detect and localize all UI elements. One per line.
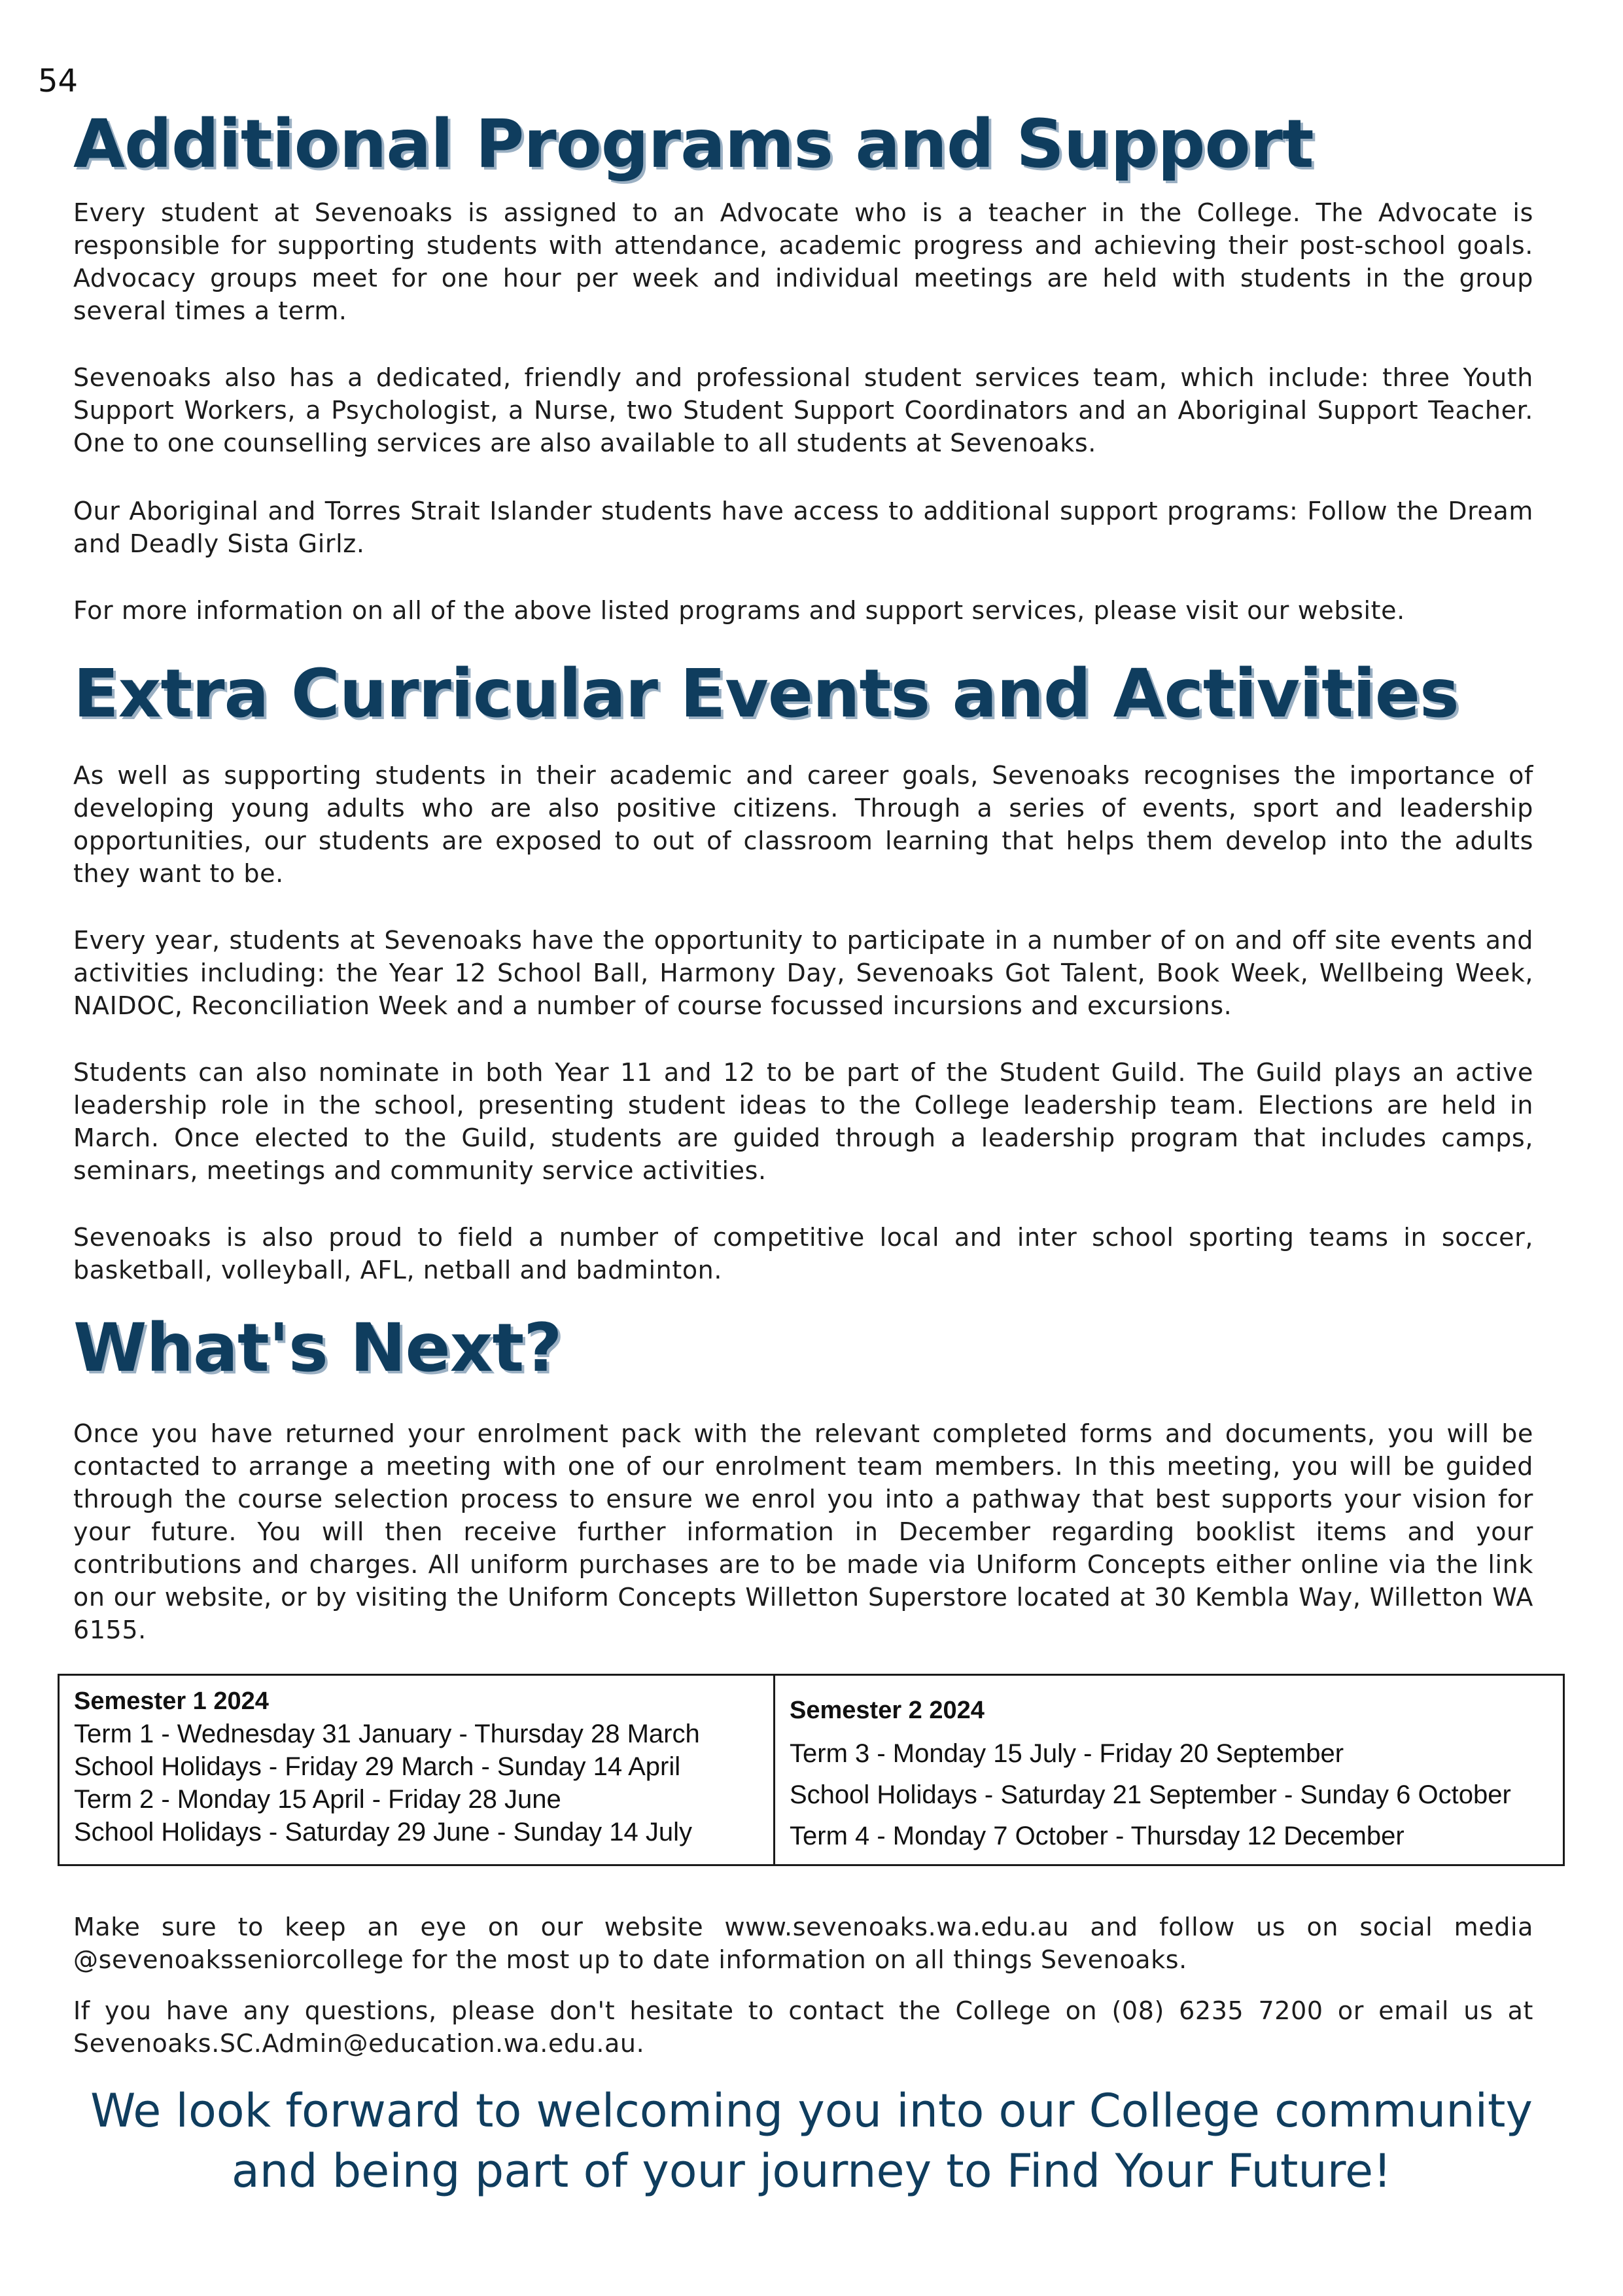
term-dates-table [58, 1674, 1565, 1866]
programs-paragraph-2: Sevenoaks also has a dedicated, friendly and professional student services team, which include: three Youth Support Workers, a Psychologist, a Nurse, two Student Support Coordinators and an Aboriginal Support Teacher. One to one counselling services are also available to all students at Sevenoaks. [73, 363, 1533, 457]
programs-paragraph-1: Every student at Sevenoaks is assigned to an Advocate who is a teacher in the College. The Advocate is responsible for supporting students with attendance, academic progress and achieving their post-school goals. Advocacy groups meet for one hour per week and individual meetings are held with students in the group several times a term. [73, 198, 1533, 325]
closing-line-1: We look forward to welcoming you into our College community [90, 2084, 1533, 2138]
section-title-whats-next: What's Next? [73, 1309, 562, 1387]
section-title-programs: Additional Programs and Support [73, 105, 1314, 183]
extracurricular-paragraph-1: As well as supporting students in their academic and career goals, Sevenoaks recognises the importance of developing young adults who are also positive citizens. Through a series of events, sport and leadership opportunities, our students are exposed to out of classroom learning that helps them develop into the adults they want to be. [73, 761, 1533, 888]
website-paragraph: Make sure to keep an eye on our website www.sevenoaks.wa.edu.au and follow us on social media @sevenoakssenior​college for the most up to date information on all things Sevenoaks. [73, 1913, 1533, 1974]
closing-line-2: and being part of your journey to Find Your Future! [231, 2144, 1392, 2198]
extracurricular-paragraph-3: Students can also nominate in both Year 11 and 12 to be part of the Student Guild. The Guild plays an active leadership role in the school, presenting student ideas to the College leadership team. Elections are held in March. Once elected to the Guild, students are guided through a leadership program that includes camps, seminars, meetings and community service activities. [73, 1058, 1533, 1185]
whats-next-paragraph: Once you have returned your enrolment pack with the relevant completed forms and documents, you will be contacted to arrange a meeting with one of our enrolment team members. In this meeting, you will be guided through the course selection process to ensure we enrol you into a pathway that best supports your vision for your future. You will then receive further information in December regarding booklist items and your contributions and charges. All uniform purchases are to be made via Uniform Concepts either online via the link on our website, or by visiting the Uniform Concepts Willetton Superstore located at 30 Kembla Way, Willetton WA 6155. [73, 1419, 1533, 1644]
programs-paragraph-4: For more information on all of the above listed programs and support services, please visit our website. [73, 596, 1405, 625]
semester-1-term: Term 1 - Wednesday 31 January - Thursday 28 March [74, 1720, 700, 1748]
semester-1-term: Term 2 - Monday 15 April - Friday 28 June [74, 1785, 561, 1814]
semester-1-column [60, 1676, 775, 1864]
closing-message [0, 2081, 1623, 2201]
semester-2-term: Term 4 - Monday 7 October - Thursday 12 December [790, 1822, 1405, 1850]
extracurricular-paragraph-2: Every year, students at Sevenoaks have the opportunity to participate in a number of on and off site events and activities including: the Year 12 School Ball, Harmony Day, Sevenoaks Got Talent, Book Week, Wellbeing Week, NAIDOC, Reconciliation Week and a number of course focussed incursions and excursions. [73, 926, 1533, 1020]
section-title-extracurricular: Extra Curricular Events and Activities [73, 655, 1459, 733]
programs-paragraph-3: Our Aboriginal and Torres Strait Islander students have access to additional support programs: Follow the Dream and Deadly Sista Girlz. [73, 497, 1533, 558]
semester-2-title: Semester 2 2024 [790, 1697, 985, 1724]
semester-2-term: School Holidays - Saturday 21 September - Sunday 6 October [790, 1780, 1511, 1809]
semester-2-term: Term 3 - Monday 15 July - Friday 20 September [790, 1739, 1344, 1768]
semester-2-column [775, 1676, 1563, 1864]
semester-1-term: School Holidays - Friday 29 March - Sunday 14 April [74, 1752, 681, 1781]
extracurricular-paragraph-4: Sevenoaks is also proud to field a number of competitive local and inter school sporting teams in soccer, basketball, volleyball, AFL, netball and badminton. [73, 1223, 1533, 1284]
semester-1-term: School Holidays - Saturday 29 June - Sunday 14 July [74, 1818, 692, 1846]
page-number: 54 [38, 63, 79, 99]
semester-1-title: Semester 1 2024 [74, 1687, 269, 1715]
contact-paragraph: If you have any questions, please don't hesitate to contact the College on (08) 6235 7200 or email us at Sevenoaks.SC.Admin@education.wa.edu.au. [73, 1996, 1533, 2058]
